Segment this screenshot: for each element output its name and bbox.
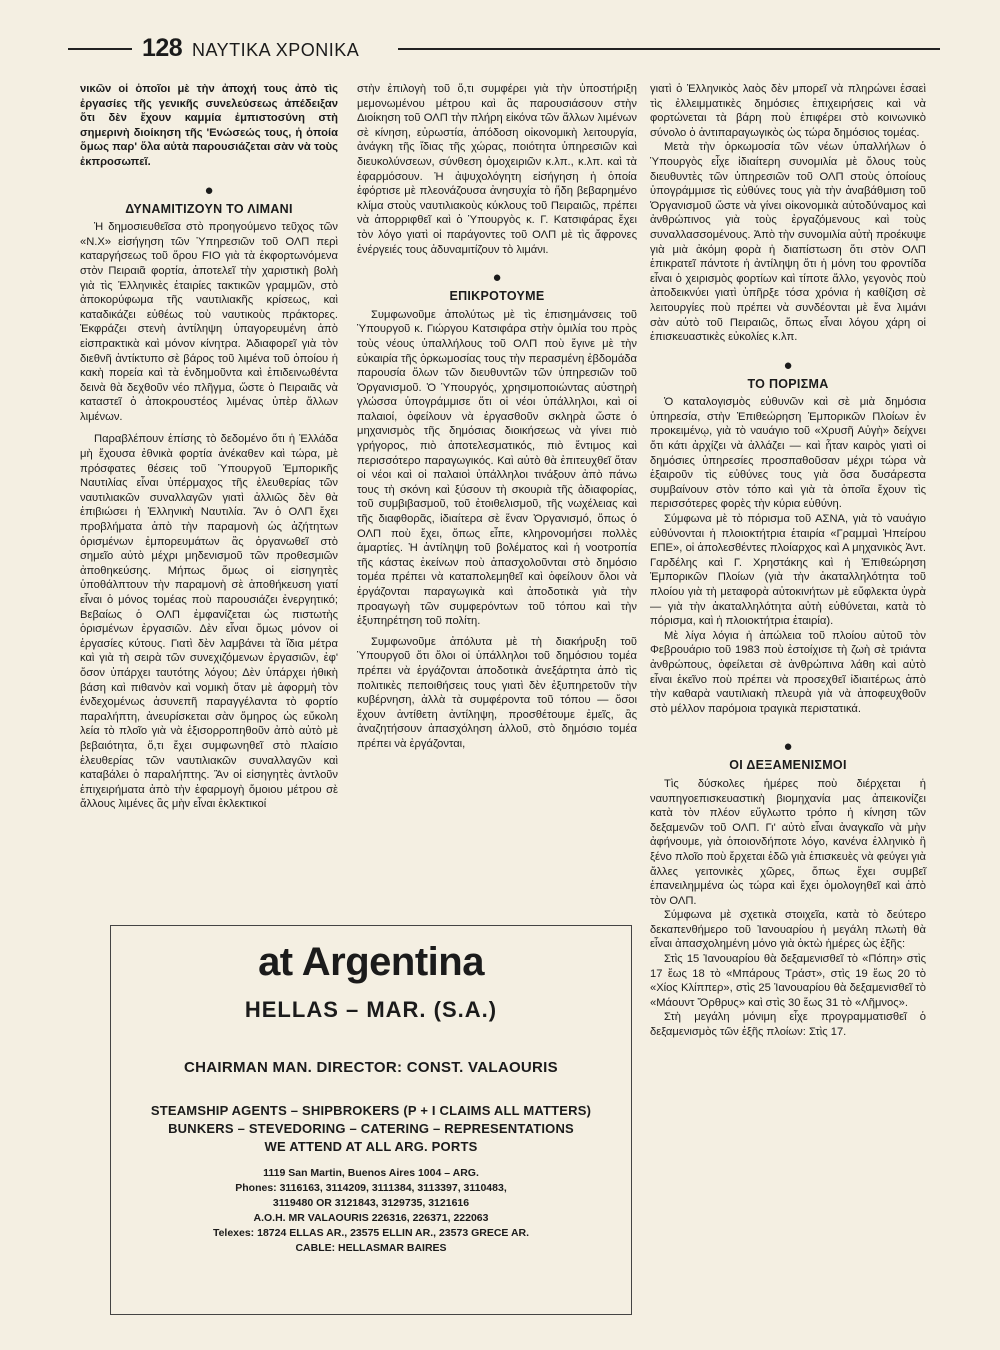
section-heading-dynamitizoun: ΔΥΝΑΜΙΤΙΖΟΥΝ ΤΟ ΛΙΜΑΝΙ <box>125 201 293 216</box>
ad-phones: Phones: 3116163, 3114209, 3111384, 3113397, 3110483, <box>235 1182 507 1194</box>
paragraph: Ἡ δημοσιευθεῖσα στὸ προηγούμενο τεῦχος τῶν «Ν.Χ» εἰσήγηση τῶν Ὑπηρεσιῶν τοῦ ΟΛΠ περὶ καταργήσεως τοῦ ὅρου FIO γιὰ τὰ ἐκφορτωνόμενα στὸν Πειραιᾶ φορτία, ἀποτελεῖ τὴν χαριστικὴ βολὴ γιὰ τὶς Ἑλληνικὲς ἑταιρίες τακτικῶν γραμμῶν, στὸ ἀποκορύφωμα τῆς ναυτιλιακῆς κρίσεως, καὶ καταδικάζει εὐθέως τοὺ ναυτικοὺς πράκτορες. Ἐκφράζει στενὴ ἀντίληψη ὑπαγορευμένη ἀπὸ εἰσπρακτικὰ καὶ μόνον κίνητρα. Ἀδιαφορεῖ γιὰ τὸν διεθνῆ ἀντίκτυπο σὲ βάρος τοῦ λιμένα τοῦ ὁποίου ἡ κακὴ πορεία καὶ τὰ ἐνδημοῦντα καὶ ἐπιδεινωθέντα δεινὰ θὰ δεχθοῦν νέο πλῆγμα, ὥστε ὁ Πειραιᾶς νὰ καταστεῖ ὁ ἀποκρουστέος λιμένας ὑπὲρ ἄλλων λιμένων. <box>80 221 338 423</box>
ad-cable: CABLE: HELLASMAR BAIRES <box>295 1242 447 1254</box>
ad-contact <box>111 1166 631 1256</box>
paragraph: Στὶς 15 Ἰανουαρίου θὰ δεξαμενισθεῖ τὸ «Πόπη» στὶς 17 ἕως 18 τὸ «Μπάρους Τράστ», στὶς 19 ἕως 20 τὸ «Χίος Κλίππερ», στὶς 25 Ἰανουαρίου θὰ δεξαμενισθεῖ τὸ «Μάουντ Ὄρθρυς» καὶ στὶς 30 ἕως 31 τὸ «Λῆμνος». <box>650 953 926 1009</box>
page-number: 128 <box>142 34 183 62</box>
section-bullet: ● <box>492 269 502 287</box>
ad-services <box>111 1102 631 1156</box>
intro-paragraph: νικῶν οἱ ὁποῖοι μὲ τὴν ἀποχή τους ἀπὸ τὶς ἐργασίες τῆς γενικῆς συνελεύσεως ἀπέδειξαν ὅτι δὲν ἔχουν καμμία ἐμπιστοσύνη στὴ σημερινὴ διοίκηση τῆς 'Ενώσεώς τους, ἡ ὁποία ὅμως παρ' ὅλα αὐτὰ παρουσιάζεται σὰν νὰ τοὺς ἐκπροσωπεῖ. <box>80 83 338 168</box>
header-rule-right <box>398 48 940 50</box>
paragraph: Στὴ μεγάλη μόνιμη εἶχε προγραμματισθεῖ ὁ δεξαμενισμὸς τῶν ἑξῆς πλοίων: Στὶς 17. <box>650 1011 926 1039</box>
paragraph: Μετὰ τὴν ὁρκωμοσία τῶν νέων ὑπαλλήλων ὁ Ὑπουργὸς εἶχε ἰδιαίτερη συνομιλία μὲ ὅλους τοὺς διευθυντὲς τῶν ὑπηρεσιῶν τοῦ ΟΛΠ στοὺς ὁποίους ὑπογράμμισε τὶς εὐθύνες τους γιὰ τὴν ἀναβάθμιση τοῦ Ὀργανισμοῦ ὥστε νὰ γίνει οἰκονομικὰ αὐτοδύναμος καὶ ἀνθρώπινος γιὰ τοὺς ἐργαζόμενους καὶ τοὺς συναλλασσομένους. Ἀπὸ τὴν συνομιλία αὐτὴ προέκυψε γιὰ μιὰ ἀκόμη φορὰ ἡ διαπίστωση ὅτι στὸν ΟΛΠ ἐπικρατεῖ πάντοτε ἡ ἀντίληψη ὅτι ἡ μόνη του φροντίδα εἶναι ὁ χειρισμὸς φορτίων καὶ τίποτε ἄλλο, γεγονὸς ποὺ ἀποδεικνύει γιατὶ ὑπῆρξε τόσα χρόνια ἡ καθίζιση σὲ λειτουργίες ποὺ πρέπει νὰ συνδέονται μὲ ἕνα λιμάνι σὰν αὐτὸ τοῦ Πειραιῶς, ὅπως εἶναι λόγου χάρη οἱ ἐπισκευαστικὲς εὐκολίες κ.λπ. <box>650 141 926 344</box>
paragraph: Τὶς δύσκολες ἡμέρες ποὺ διέρχεται ἡ ναυπηγοεπισκευαστικὴ βιομηχανία μας ἀπεικονίζει κατὰ τὸν πλέον εὔγλωττο τρόπο ἡ κίνηση τῶν δεξαμενῶν τοῦ ΟΛΠ. Γι' αὐτὸ εἶναι ἀναγκαῖο νὰ μὴν ἀφήνουμε, γιὰ ὁποιονδήποτε λόγο, κανένα ἑλληνικὸ ἢ ξένο πλοῖο ποὺ ἔρχεται ἐδῶ γιὰ ἐπισκευὲς νὰ φεύγει γιὰ ἄλλες γειτονικὲς χῶρες, ὅπως ἔχει συμβεῖ ἐπανειλημμένα ὡς τώρα καὶ ἔχει ὁμολογηθεῖ καὶ ἀπὸ τὸν ΟΛΠ. <box>650 777 926 907</box>
ad-chairman: CHAIRMAN MAN. DIRECTOR: CONST. VALAOURIS <box>184 1059 558 1076</box>
ad-services-line: WE ATTEND AT ALL ARG. PORTS <box>264 1139 478 1154</box>
section-heading-dexamenismoi: ΟΙ ΔΕΞΑΜΕΝΙΣΜΟΙ <box>729 758 847 773</box>
paragraph: Ὁ καταλογισμὸς εὐθυνῶν καὶ σὲ μιὰ δημόσια ὑπηρεσία, στὴν Ἐπιθεώρηση Ἐμπορικῶν Πλοίων ἐν προκειμένῳ, γιὰ τὸ ναυάγιο τοῦ «Χρυσῆ Αὐγὴ» δείχνει ὅτι κάτι ἀρχίζει νὰ ἀλλάζει — καὶ ἦταν καιρὸς γιατὶ οἱ δημόσιες ὑπηρεσίες προσπαθοῦσαν μέχρι τώρα νὰ ἐξαιροῦν τὶς εὐθύνες τους γιὰ ὅσα δυσάρεστα συμβαίνουν στὸν τόπο καὶ γιὰ τὰ ὁποῖα ἔχουν τὶς περισσότερες φορὲς τὴν κύρια εὐθύνη. <box>650 396 926 511</box>
ad-telexes: Telexes: 18724 ELLAS AR., 23575 ELLIN AR., 23573 GRECE AR. <box>212 1227 530 1239</box>
paragraph: Συμφωνοῦμε ἀπολύτως μὲ τὶς ἐπισημάνσεις τοῦ Ὑπουργοῦ κ. Γιώργου Κατσιφάρα στὴν ὁμιλία του πρὸς τοὺς νέους ὑπαλλήλους τοῦ ΟΛΠ ποὺ ἔγινε μὲ τὴν εὐκαιρία τῆς ὁρκωμοσίας τους τὴν περασμένη ἑβδομάδα παρουσία ὅλων τῶν διευθυντῶν τῶν ὑπηρεσιῶν τοῦ Ὀργανισμοῦ. Ὁ Ὑπουργός, χρησιμοποιώντας αὐστηρὴ γλώσσα ὑπογράμμισε ὅτι οἱ νέοι ὑπάλληλοι, καὶ οἱ παλαιοί, ὀφείλουν νὰ ἐργασθοῦν σκληρὰ ὥστε ὁ μηχανισμὸς τῆς δημόσιας διοικήσεως νὰ γίνει πιὸ γρήγορος, πιὸ ἀποτελεσματικός, πιὸ ἔντιμος καὶ περισσότερο παραγωγικός. Καὶ αὐτὸ θὰ ἐπιτευχθεῖ ὅταν οἱ νέοι καὶ οἱ παλαιοὶ ὑπάλληλοι τινάξουν ἀπὸ πάνω τους τὴ σκόνη καὶ ξύσουν τὴ σκουριὰ τῆς ἀδιαφορίας, τοῦ συμβιβασμοῦ, τοῦ ἐτοιθελισμοῦ, τῆς νωχέλειας καὶ τῆς διαφθορᾶς, ἰδιαίτερα σὲ ἕναν Ὀργανισμό, ὅπως ὁ ΟΛΠ ποὺ ἔχει, ὅπως εἶπε, κληρονομήσει πολλὲς ἁμαρτίες. Ἡ ἀντίληψη τοῦ βολέματος καὶ ἡ νοοτροπία τῆς κάστας ἐκείνων ποὺ ἀπασχολοῦνται στὸ δημόσιο τομέα πρέπει νὰ καταπολεμηθεῖ καὶ ὀφείλουν ὅλοι νὰ ἐργάζονται παραγωγικὰ καὶ ἀποδοτικὰ γιὰ τὴν προαγωγὴ τῶν συμφερόντων τοῦ τόπου καὶ τὴν ἐξυπηρέτηση τοῦ πολίτη. <box>357 308 637 628</box>
section-heading-porisma: ΤΟ ΠΟΡΙΣΜΑ <box>747 376 829 391</box>
section-bullet: ● <box>783 356 793 374</box>
ad-services-line: BUNKERS – STEVEDORING – CATERING – REPRESENTATIONS <box>168 1121 574 1136</box>
column-right <box>650 82 926 1040</box>
advertisement-box <box>110 925 632 1315</box>
ad-company: HELLAS – MAR. (S.A.) <box>244 997 498 1022</box>
ad-title: at Argentina <box>258 940 484 984</box>
ad-phones: 3119480 OR 3121843, 3129735, 3121616 <box>272 1197 470 1209</box>
paragraph: Παραβλέπουν ἐπίσης τὸ δεδομένο ὅτι ἡ Ἑλλάδα μὴ ἔχουσα ἐθνικὰ φορτία ἀνέκαθεν καὶ τώρα, μὲ πρόσφατες θέσεις τοῦ Ὑπουργοῦ Ἐμπορικῆς Ναυτιλίας εἶναι ὑπέρμαχος τῆς ἐλευθερίας τῶν ναυτιλιακῶν συναλλαγῶν γιατὶ ἀλλιῶς δὲν θὰ ἐπιβιώσει ἡ Ἑλληνικὴ Ναυτιλία. Ἄν ὁ ΟΛΠ ἔχει προβλήματα ἀπὸ τὴν παραμονὴ ὡς ἀζήτητων ὁρισμένων ἐμπορευμάτων ἂς ὀργανωθεῖ στὸ σημεῖο αὐτὸ μέχρι μηδενισμοῦ τῶν προθεσμιῶν ἀποθηκεύσης. Μήπως ὅμως οἱ εἰσηγητὲς ὑποθάλπτουν τὴν παραμονὴ σὲ ἀποθήκευση γιατί εἶναι ὁ μόνος τομέας ποὺ παρουσιάζει ἐνεργητικό; Βεβαίως ὁ ΟΛΠ ἐμφανίζεται ὡς πιστωτὴς ὁρισμένων ἐργασιῶν. Δὲν εἶναι ὅμως μόνον οἱ ἐργασίες κύτους. Γιατὶ δὲν λαμβάνει τὰ ἴδια μέτρα καὶ γιὰ τὴ σειρὰ τῶν συνεχιζόμενων ἐργασιῶν, ἐφ' ὅσον ὑπάρχει ταυτότης λόγου; Δὲν ὑπάρχει ἠθικὴ βάση καὶ πιθανὸν καὶ νομικὴ ὅταν μὲ ἀφορμὴ τὸν ἐνδεχομένως ἀσυνεπῆ παραγγέλαντα τὸ φορτίο παραλήπτη, ἀνευρίσκεται σὰν ὅμηρος ὡς εὔκολη λεία τὸ πλοῖο γιὰ νὰ ἐξισορροπηθοῦν ἀπὸ αὐτὸ μὲ βεβαιότητα, ὅ,τι ἔχει συμφωνηθεῖ στὸ πλαίσιο ἐλευθερίας τῶν ναυτιλιακῶν συναλλαγῶν καὶ καταβάλει ὁ παραλήπτης. Ἂν οἱ εἰσηγητὲς ἀντλοῦν ἐπιχειρήματα ἀπὸ τὴν ἐφαρμογὴ ὅμοιου μέτρου σὲ ἄλλους λιμένες ἂς μὴν εἶναι ἐκλεκτικοί <box>80 433 338 811</box>
column-left <box>80 82 338 812</box>
ad-services-line: STEAMSHIP AGENTS – SHIPBROKERS (P + I CLAIMS ALL MATTERS) <box>150 1103 592 1118</box>
section-bullet: ● <box>783 738 793 756</box>
paragraph: Συμφωνοῦμε ἀπόλυτα μὲ τὴ διακήρυξη τοῦ Ὑπουργοῦ ὅτι ὅλοι οἱ ὑπάλληλοι τοῦ δημόσιου τομέα πρέπει νὰ ἐργάζονται ἀποδοτικὰ ἀνεξάρτητα ἀπὸ τὶς πολιτικὲς πεποιθήσεις τους γιατὶ δὲν ἐξυπηρετοῦν τὴν κυβέρνηση, ἀλλὰ τὰ συμφέροντα τοῦ τόπου — ὅσοι ἔχουν ἀντίθετη ἀντίληψη, προσθέτουμε ἐμεῖς, ἂς ἀναζητήσουν ἀπασχόληση ἀλλοῦ, στὸ δημόσιο τομέα πρέπει νὰ ἐργάζονται, <box>357 635 637 750</box>
paragraph: γιατὶ ὁ Ἑλληνικὸς λαὸς δὲν μπορεῖ νὰ πληρώνει ἐσαεὶ τὶς ἐλλειμματικὲς δημόσιες ἐπιχειρήσεις καὶ νὰ φορτώνεται τὰ βάρη ποὺ ἐπιφέρει στὸ κοινωνικὸ σύνολο ὁ ἀντιπαραγωγικὸς ὡς τώρα δημόσιος τομέας. <box>650 83 926 139</box>
ad-address: 1119 San Martin, Buenos Aires 1004 – ARG. <box>263 1167 479 1179</box>
page-header <box>68 36 940 72</box>
paragraph: Σύμφωνα μὲ τὸ πόρισμα τοῦ ΑΣΝΑ, γιὰ τὸ ναυάγιο εὐθύνονται ἡ πλοιοκτήτρια ἑταιρία «Γραμμαὶ Ἠπείρου ΕΠΕ», οἱ ἀπολεσθέντες πλοίαρχος καὶ Α μηχανικὸς Ἀντ. Γαρδέλης καὶ Γ. Χρηστάκης καὶ ἡ Ἐπιθεώρηση Ἐμπορικῶν Πλοίων (γιὰ τὴν ἀκαταλληλότητα τοῦ πλοίου γιὰ τὴ μεταφορὰ αὐτοκινήτων μὲ εὔφλεκτα ὑγρὰ — γιὰ τὴν ἀκαταλληλότητα αὐτὴ εὐθύνεται, κατὰ τὸ πόρισμα, καὶ ἡ πλοιοκτήτρια ἑταιρία). <box>650 513 926 628</box>
section-heading-epikrotoume: ΕΠΙΚΡΟΤΟΥΜΕ <box>449 289 545 304</box>
paragraph: στὴν ἐπιλογὴ τοῦ ὅ,τι συμφέρει γιὰ τὴν ὑποστήριξη μεμονωμένου μέτρου καὶ ἂς παρουσιάσουν στὴν Διοίκηση τοῦ ΟΛΠ τὴν πλήρη εἰκόνα τῶν ἄλλων λιμένων σὲ κίνηση, εὐρωστία, ἀπόδοση οἰκονομικὴ λειτουργία, ἀνάγκη τῆς ἴδιας τῆς χώρας, ποιότητα ὑπηρεσιῶν καὶ διευκολύνσεων, σύνθεση ὁμοχειριῶν κ.λπ., κ.λπ. καὶ τὰ ἐφαρμόσουν. Ἡ ἀψυχολόγητη εἰσήγηση ἡ ὁποία ἐφόρτισε μὲ πλεονάζουσα ἀνησυχία τὸ ἤδη βεβαρημένο κλίμα στοὺς ναυτιλιακοὺς κύκλους τοῦ Πειραιῶς, πρέπει νὰ ἀπορριφθεῖ καὶ ὁ Ὑπουργὸς κ. Γ. Κατσιφάρας ἔχει τὸν λόγο γιατὶ οἱ παράγοντες τοῦ ΟΛΠ μὲ τὶς ἄφρονες ἐνέργειές τους ἀδυναμιτίζουν τὸ λιμάνι. <box>357 83 637 256</box>
header-rule-left <box>68 48 132 50</box>
magazine-title: ΝΑΥΤΙΚΑ ΧΡΟΝΙΚΑ <box>192 40 360 60</box>
ad-aoh: A.O.H. MR VALAOURIS 226316, 226371, 222063 <box>253 1212 489 1224</box>
paragraph: Μὲ λίγα λόγια ἡ ἀπώλεια τοῦ πλοίου αὐτοῦ τὸν Φεβρουάριο τοῦ 1983 ποὺ ἐστοίχισε τὴ ζωὴ σὲ τριάντα ἀνθρώπους, ὀφείλεται σὲ ἀνθρώπινα λάθη καὶ αὐτὸ εἶναι ἐκεῖνο ποὺ πρέπει νὰ προσεχθεῖ ἰδιαιτέρως ἀπὸ τὴν καθαρὰ ναυτιλιακὴ πλευρὰ γιὰ νὰ ἀποφευχθοῦν στὸ μέλλον παρόμοια τραγικὰ περιστατικά. <box>650 629 926 715</box>
column-middle <box>357 82 637 752</box>
section-bullet: ● <box>204 181 214 199</box>
paragraph: Σύμφωνα μὲ σχετικὰ στοιχεῖα, κατὰ τὸ δεύτερο δεκαπενθήμερο τοῦ Ἰανουαρίου ἡ μεγάλη πλωτὴ θὰ εἶναι ἀπασχολημένη μόνο γιὰ ὀκτὼ ἡμέρες ὡς ἐξῆς: <box>650 909 926 951</box>
